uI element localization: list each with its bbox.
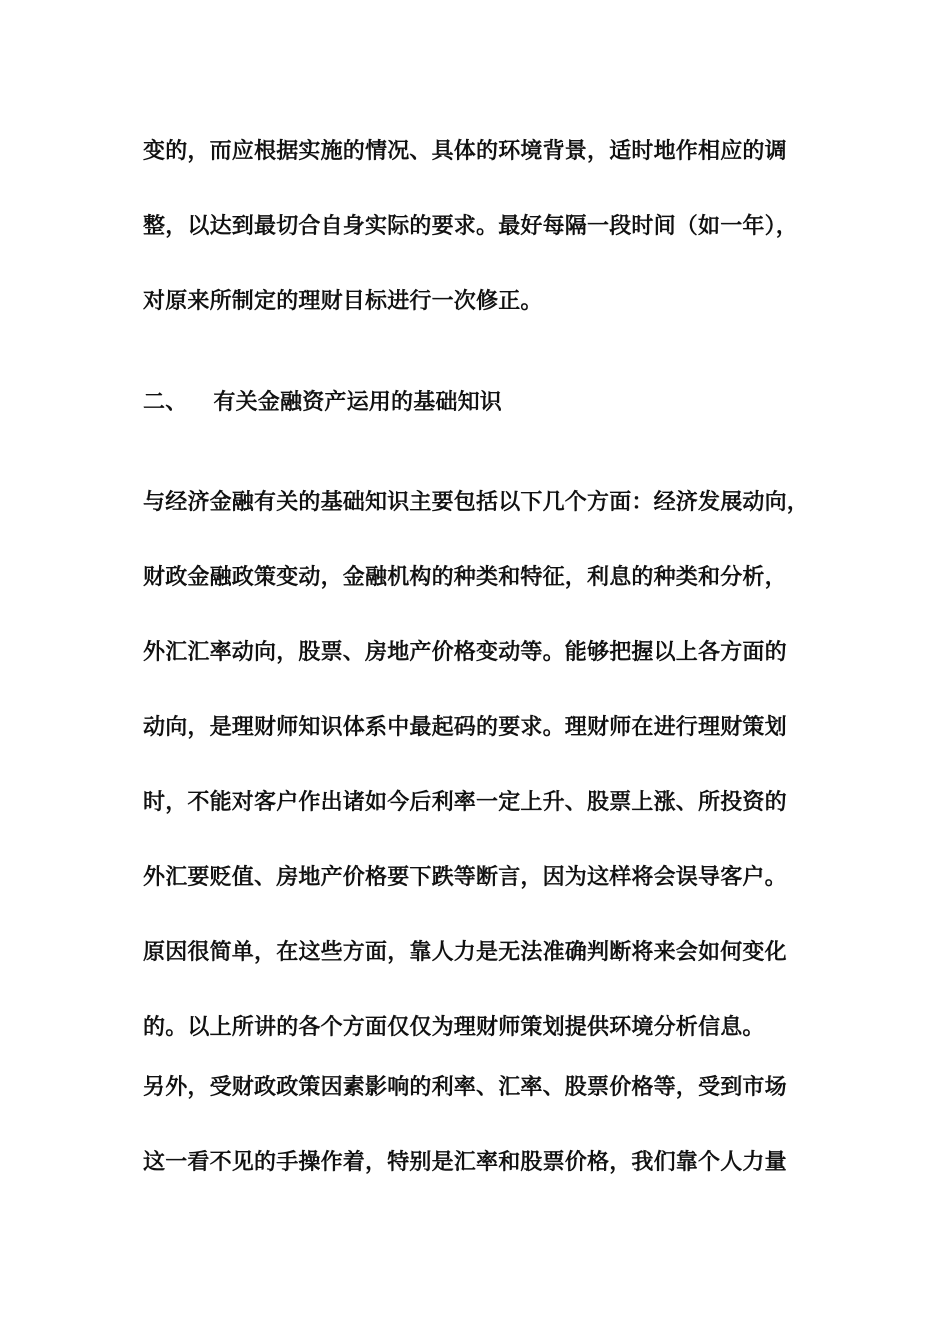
text-line: 原因很简单，在这些方面，靠人力是无法准确判断将来会如何变化	[143, 940, 787, 965]
text-line: 外汇要贬值、房地产价格要下跌等断言，因为这样将会误导客户。	[143, 865, 787, 890]
text-line: 的。以上所讲的各个方面仅仅为理财师策划提供环境分析信息。	[143, 1015, 765, 1040]
text-line: 另外，受财政政策因素影响的利率、汇率、股票价格等，受到市场	[143, 1075, 787, 1100]
text-line: 对原来所制定的理财目标进行一次修正。	[143, 289, 543, 314]
text-line: 这一看不见的手操作着，特别是汇率和股票价格，我们靠个人力量	[143, 1150, 787, 1175]
text-line: 整，以达到最切合自身实际的要求。最好每隔一段时间（如一年），	[143, 214, 799, 239]
text-line: 变的，而应根据实施的情况、具体的环境背景，适时地作相应的调	[143, 139, 787, 164]
text-line: 时，不能对客户作出诸如今后利率一定上升、股票上涨、所投资的	[143, 790, 787, 815]
section-heading	[143, 388, 823, 418]
section-title: 有关金融资产运用的基础知识	[213, 390, 503, 415]
text-line: 外汇汇率动向，股票、房地产价格变动等。能够把握以上各方面的	[143, 640, 787, 665]
text-line: 与经济金融有关的基础知识主要包括以下几个方面：经济发展动向，	[143, 490, 810, 515]
section-number: 二、	[143, 390, 188, 415]
text-line: 动向，是理财师知识体系中最起码的要求。理财师在进行理财策划	[143, 715, 787, 740]
text-line: 财政金融政策变动，金融机构的种类和特征，利息的种类和分析，	[143, 565, 787, 590]
